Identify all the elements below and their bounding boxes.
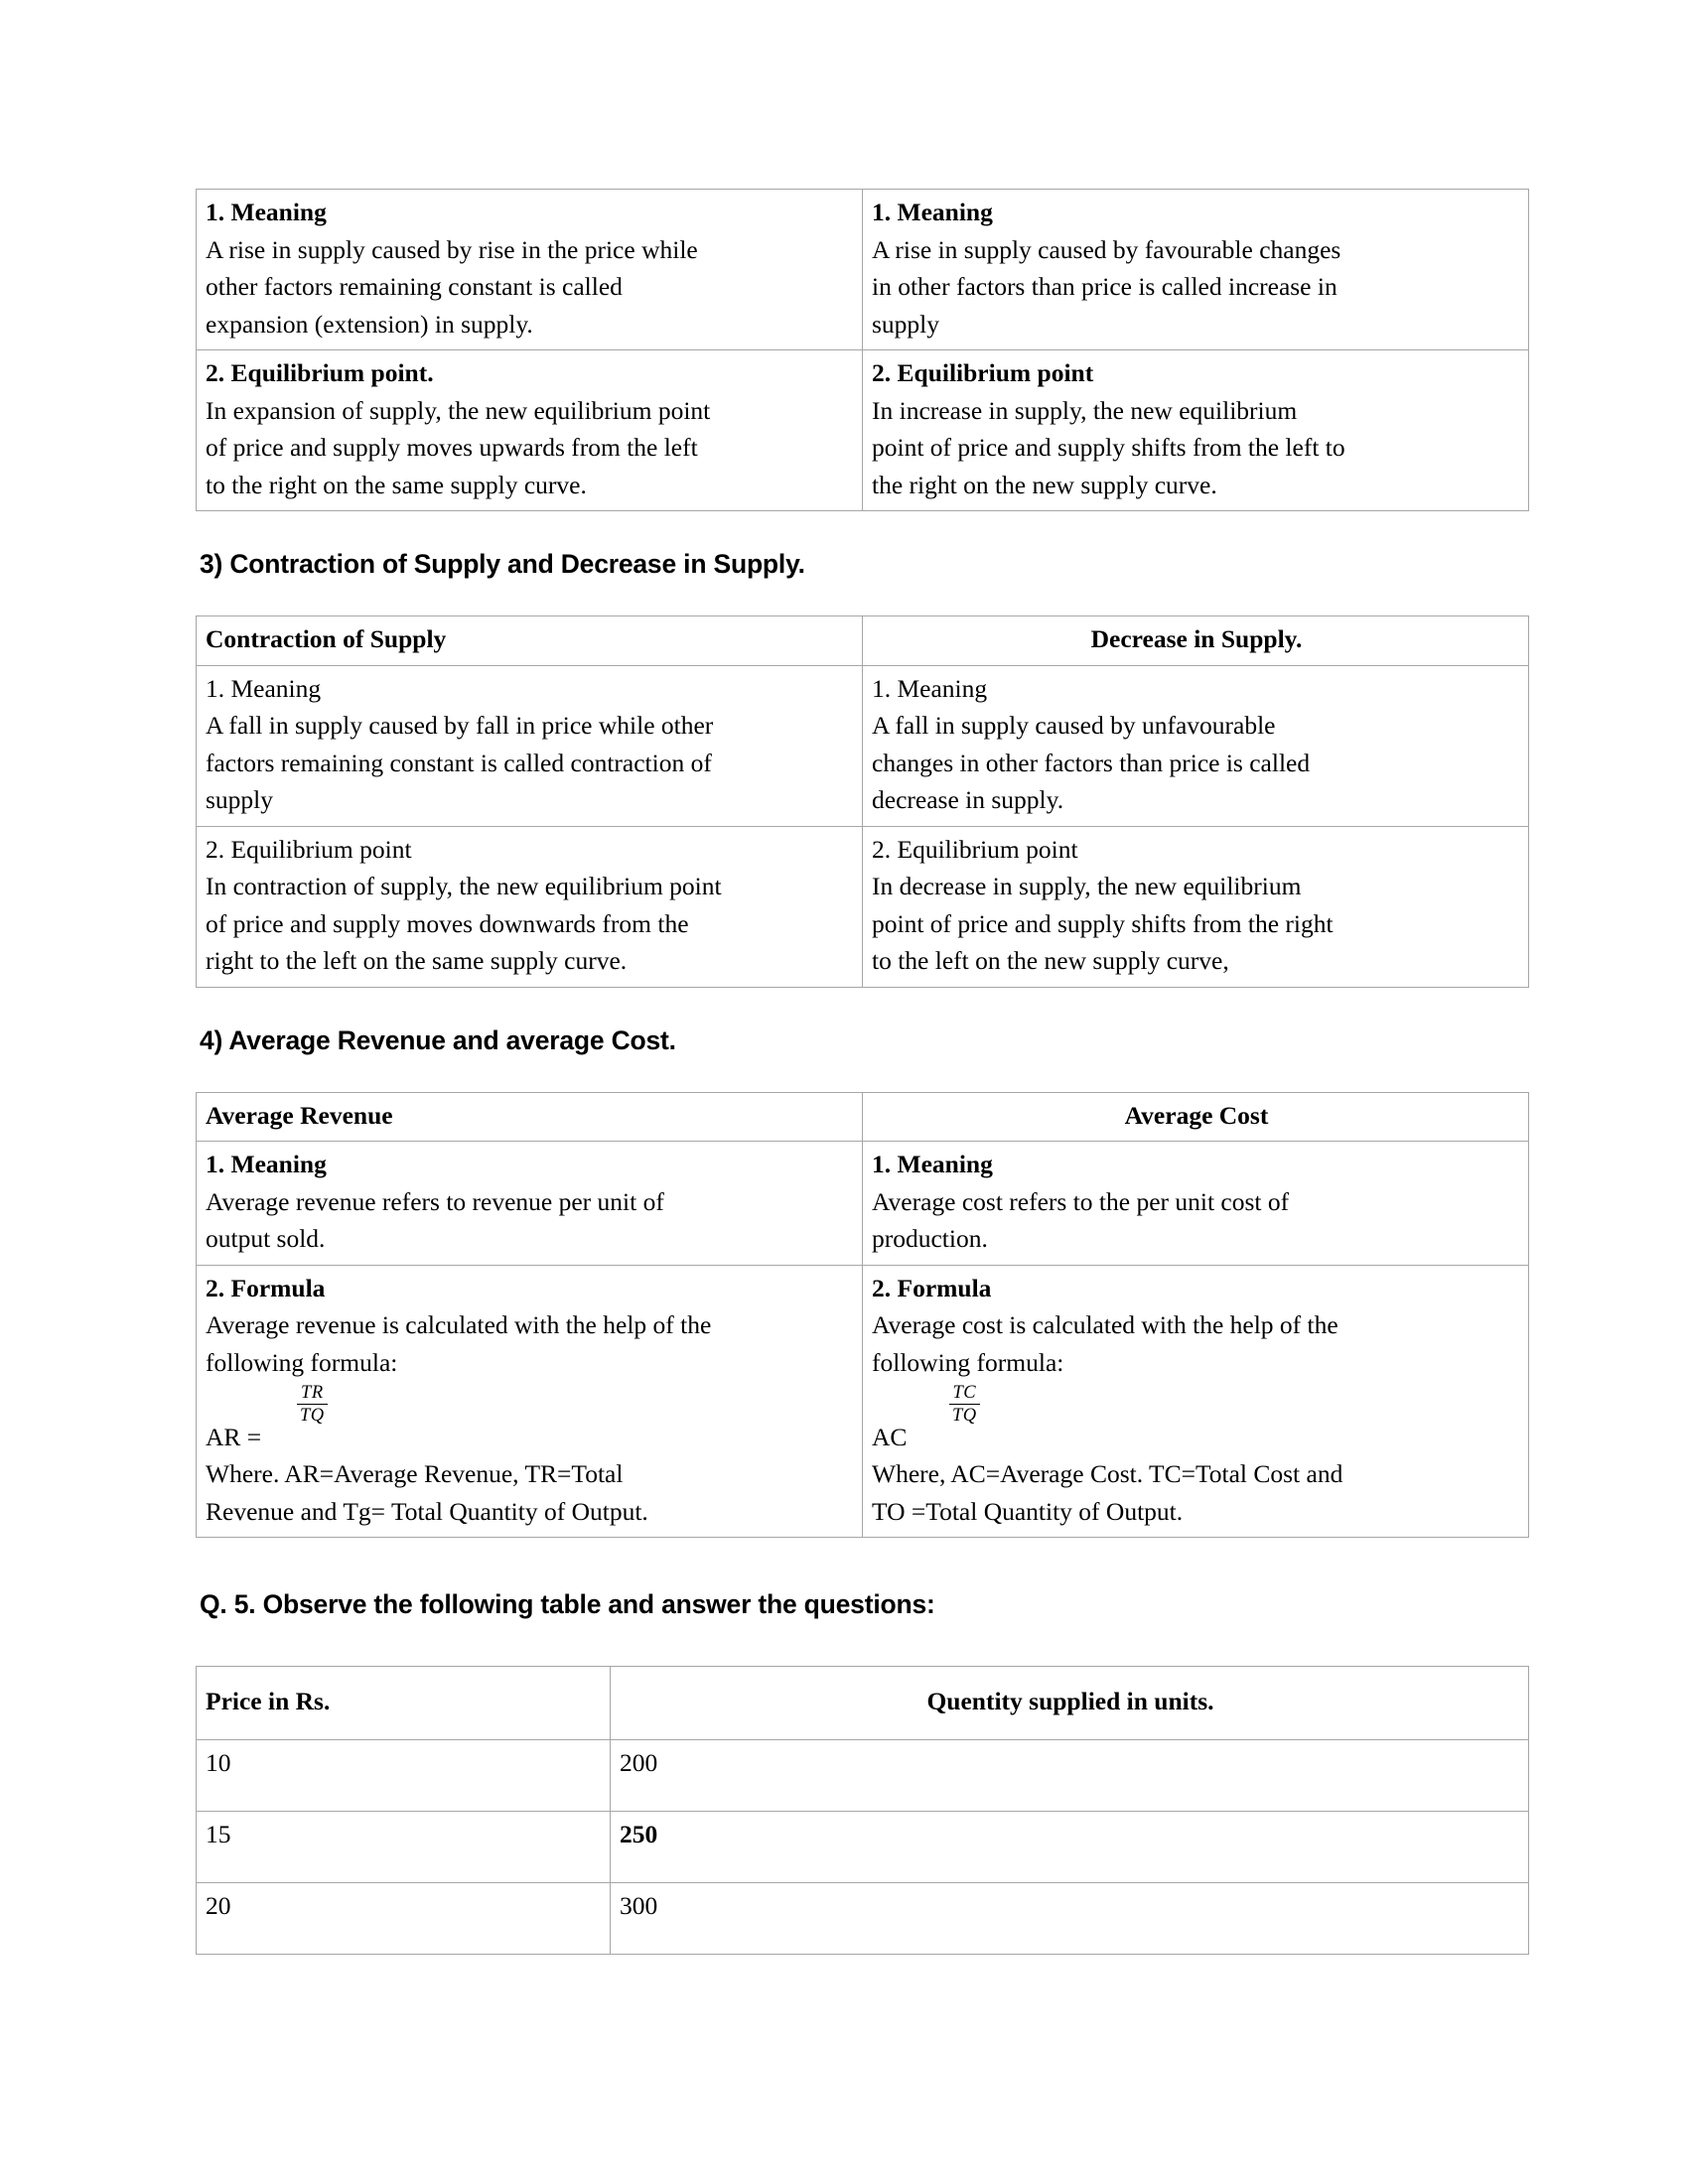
cell-line: In decrease in supply, the new equilibrium bbox=[872, 872, 1302, 900]
cell-line: following formula: bbox=[206, 1347, 398, 1377]
cell-line: of price and supply moves downwards from the bbox=[206, 908, 689, 938]
cell-line: output sold. bbox=[206, 1224, 326, 1253]
cell-title: 2. Equilibrium point bbox=[872, 834, 1078, 864]
heading-question-5: Q. 5. Observe the following table and answer the questions: bbox=[200, 1589, 935, 1619]
table-row bbox=[197, 1740, 1529, 1812]
cell-title: 1. Meaning bbox=[206, 1150, 327, 1178]
table-header-row bbox=[197, 616, 1529, 666]
cell-line: factors remaining constant is called contraction of bbox=[206, 748, 712, 777]
cell-line: the right on the new supply curve. bbox=[872, 470, 1217, 499]
table-row bbox=[197, 665, 1529, 826]
cell-line: Average cost is calculated with the help of the bbox=[872, 1310, 1338, 1339]
table-row bbox=[197, 350, 1529, 511]
spacer bbox=[196, 988, 1514, 1025]
formula-average-cost bbox=[872, 1381, 1521, 1455]
cell-title: 2. Equilibrium point. bbox=[206, 358, 434, 387]
cell-quantity: 250 bbox=[611, 1812, 1529, 1883]
cell-quantity: 200 bbox=[611, 1740, 1529, 1812]
cell-expansion-equilibrium bbox=[197, 350, 863, 511]
cell-line: A rise in supply caused by rise in the price while bbox=[206, 234, 698, 264]
cell-ac-formula bbox=[863, 1265, 1529, 1538]
cell-line: of price and supply moves upwards from the left bbox=[206, 433, 698, 462]
cell-line: In increase in supply, the new equilibrium bbox=[872, 395, 1298, 425]
cell-line: supply bbox=[872, 309, 940, 339]
cell-title: 1. Meaning bbox=[872, 1150, 993, 1178]
spacer bbox=[196, 1056, 1514, 1092]
cell-increase-meaning bbox=[863, 190, 1529, 350]
cell-line: point of price and supply shifts from the left to bbox=[872, 433, 1345, 462]
cell-title: 2. Equilibrium point bbox=[872, 358, 1094, 387]
fraction-numerator: TR bbox=[297, 1383, 328, 1405]
fraction-tc-over-tq bbox=[949, 1383, 980, 1426]
cell-line: Average revenue is calculated with the help of the bbox=[206, 1310, 712, 1339]
cell-line: in other factors than price is called increase in bbox=[872, 272, 1337, 301]
cell-price: 15 bbox=[197, 1812, 611, 1883]
table-average-revenue-vs-cost bbox=[196, 1092, 1529, 1539]
cell-line: Where, AC=Average Cost. TC=Total Cost and bbox=[872, 1459, 1343, 1488]
cell-line: point of price and supply shifts from the right bbox=[872, 908, 1334, 938]
cell-line: Revenue and Tg= Total Quantity of Output. bbox=[206, 1496, 648, 1526]
cell-price: 20 bbox=[197, 1883, 611, 1955]
cell-line: Average revenue refers to revenue per unit of bbox=[206, 1186, 664, 1216]
cell-line: to the right on the same supply curve. bbox=[206, 470, 587, 499]
cell-ac-meaning bbox=[863, 1142, 1529, 1266]
cell-line: decrease in supply. bbox=[872, 785, 1064, 814]
spacer bbox=[196, 1538, 1514, 1589]
cell-line: changes in other factors than price is called bbox=[872, 748, 1311, 777]
table-row bbox=[197, 190, 1529, 350]
header-contraction-of-supply: Contraction of Supply bbox=[197, 616, 863, 666]
spacer bbox=[196, 1620, 1514, 1666]
cell-title: 1. Meaning bbox=[206, 673, 322, 703]
cell-title: 1. Meaning bbox=[206, 198, 327, 226]
spacer bbox=[196, 580, 1514, 615]
cell-title: 2. Equilibrium point bbox=[206, 834, 412, 864]
cell-expansion-meaning bbox=[197, 190, 863, 350]
cell-line: expansion (extension) in supply. bbox=[206, 309, 533, 339]
cell-decrease-meaning bbox=[863, 665, 1529, 826]
cell-decrease-equilibrium bbox=[863, 826, 1529, 987]
heading-average-revenue-cost: 4) Average Revenue and average Cost. bbox=[200, 1024, 676, 1055]
fraction-numerator: TC bbox=[949, 1383, 980, 1405]
cell-line: Where. AR=Average Revenue, TR=Total bbox=[206, 1459, 624, 1488]
table-row bbox=[197, 1812, 1529, 1883]
formula-lead: AR = bbox=[206, 1423, 262, 1451]
table-header-row bbox=[197, 1092, 1529, 1142]
header-average-revenue: Average Revenue bbox=[197, 1092, 863, 1142]
cell-line: production. bbox=[872, 1224, 988, 1253]
header-decrease-in-supply: Decrease in Supply. bbox=[863, 616, 1529, 666]
cell-ar-meaning bbox=[197, 1142, 863, 1266]
cell-quantity: 300 bbox=[611, 1883, 1529, 1955]
cell-line: A rise in supply caused by favourable changes bbox=[872, 234, 1341, 264]
header-quantity-supplied: Quentity supplied in units. bbox=[611, 1667, 1529, 1740]
cell-ar-formula bbox=[197, 1265, 863, 1538]
cell-line: Average cost refers to the per unit cost of bbox=[872, 1186, 1290, 1216]
formula-average-revenue bbox=[206, 1381, 855, 1455]
cell-title: 1. Meaning bbox=[872, 198, 993, 226]
cell-line: supply bbox=[206, 785, 274, 814]
fraction-denominator: TQ bbox=[952, 1406, 977, 1426]
fraction-denominator: TQ bbox=[300, 1406, 325, 1426]
header-average-cost: Average Cost bbox=[863, 1092, 1529, 1142]
cell-contraction-equilibrium bbox=[197, 826, 863, 987]
table-row bbox=[197, 826, 1529, 987]
table-supply-schedule bbox=[196, 1666, 1529, 1955]
cell-line: other factors remaining constant is called bbox=[206, 272, 623, 301]
heading-contraction-decrease: 3) Contraction of Supply and Decrease in Supply. bbox=[200, 549, 805, 579]
table-row bbox=[197, 1883, 1529, 1955]
header-price-in-rs: Price in Rs. bbox=[197, 1667, 611, 1740]
cell-line: TO =Total Quantity of Output. bbox=[872, 1496, 1184, 1526]
cell-line: following formula: bbox=[872, 1347, 1064, 1377]
cell-line: A fall in supply caused by fall in price while other bbox=[206, 711, 714, 740]
table-row bbox=[197, 1142, 1529, 1266]
table-header-row bbox=[197, 1667, 1529, 1740]
cell-increase-equilibrium bbox=[863, 350, 1529, 511]
cell-title: 2. Formula bbox=[206, 1273, 326, 1302]
cell-line: In contraction of supply, the new equilibrium point bbox=[206, 872, 722, 900]
cell-title: 2. Formula bbox=[872, 1273, 992, 1302]
table-row bbox=[197, 1265, 1529, 1538]
table-expansion-vs-increase bbox=[196, 189, 1529, 511]
formula-lead: AC bbox=[872, 1423, 908, 1451]
fraction-tr-over-tq bbox=[297, 1383, 328, 1426]
cell-line: right to the left on the same supply curve. bbox=[206, 946, 628, 975]
cell-contraction-meaning bbox=[197, 665, 863, 826]
cell-line: A fall in supply caused by unfavourable bbox=[872, 711, 1276, 740]
table-contraction-vs-decrease bbox=[196, 615, 1529, 988]
spacer bbox=[196, 511, 1514, 549]
cell-title: 1. Meaning bbox=[872, 673, 988, 703]
cell-line: to the left on the new supply curve, bbox=[872, 946, 1229, 975]
cell-line: In expansion of supply, the new equilibrium point bbox=[206, 395, 711, 425]
cell-price: 10 bbox=[197, 1740, 611, 1812]
